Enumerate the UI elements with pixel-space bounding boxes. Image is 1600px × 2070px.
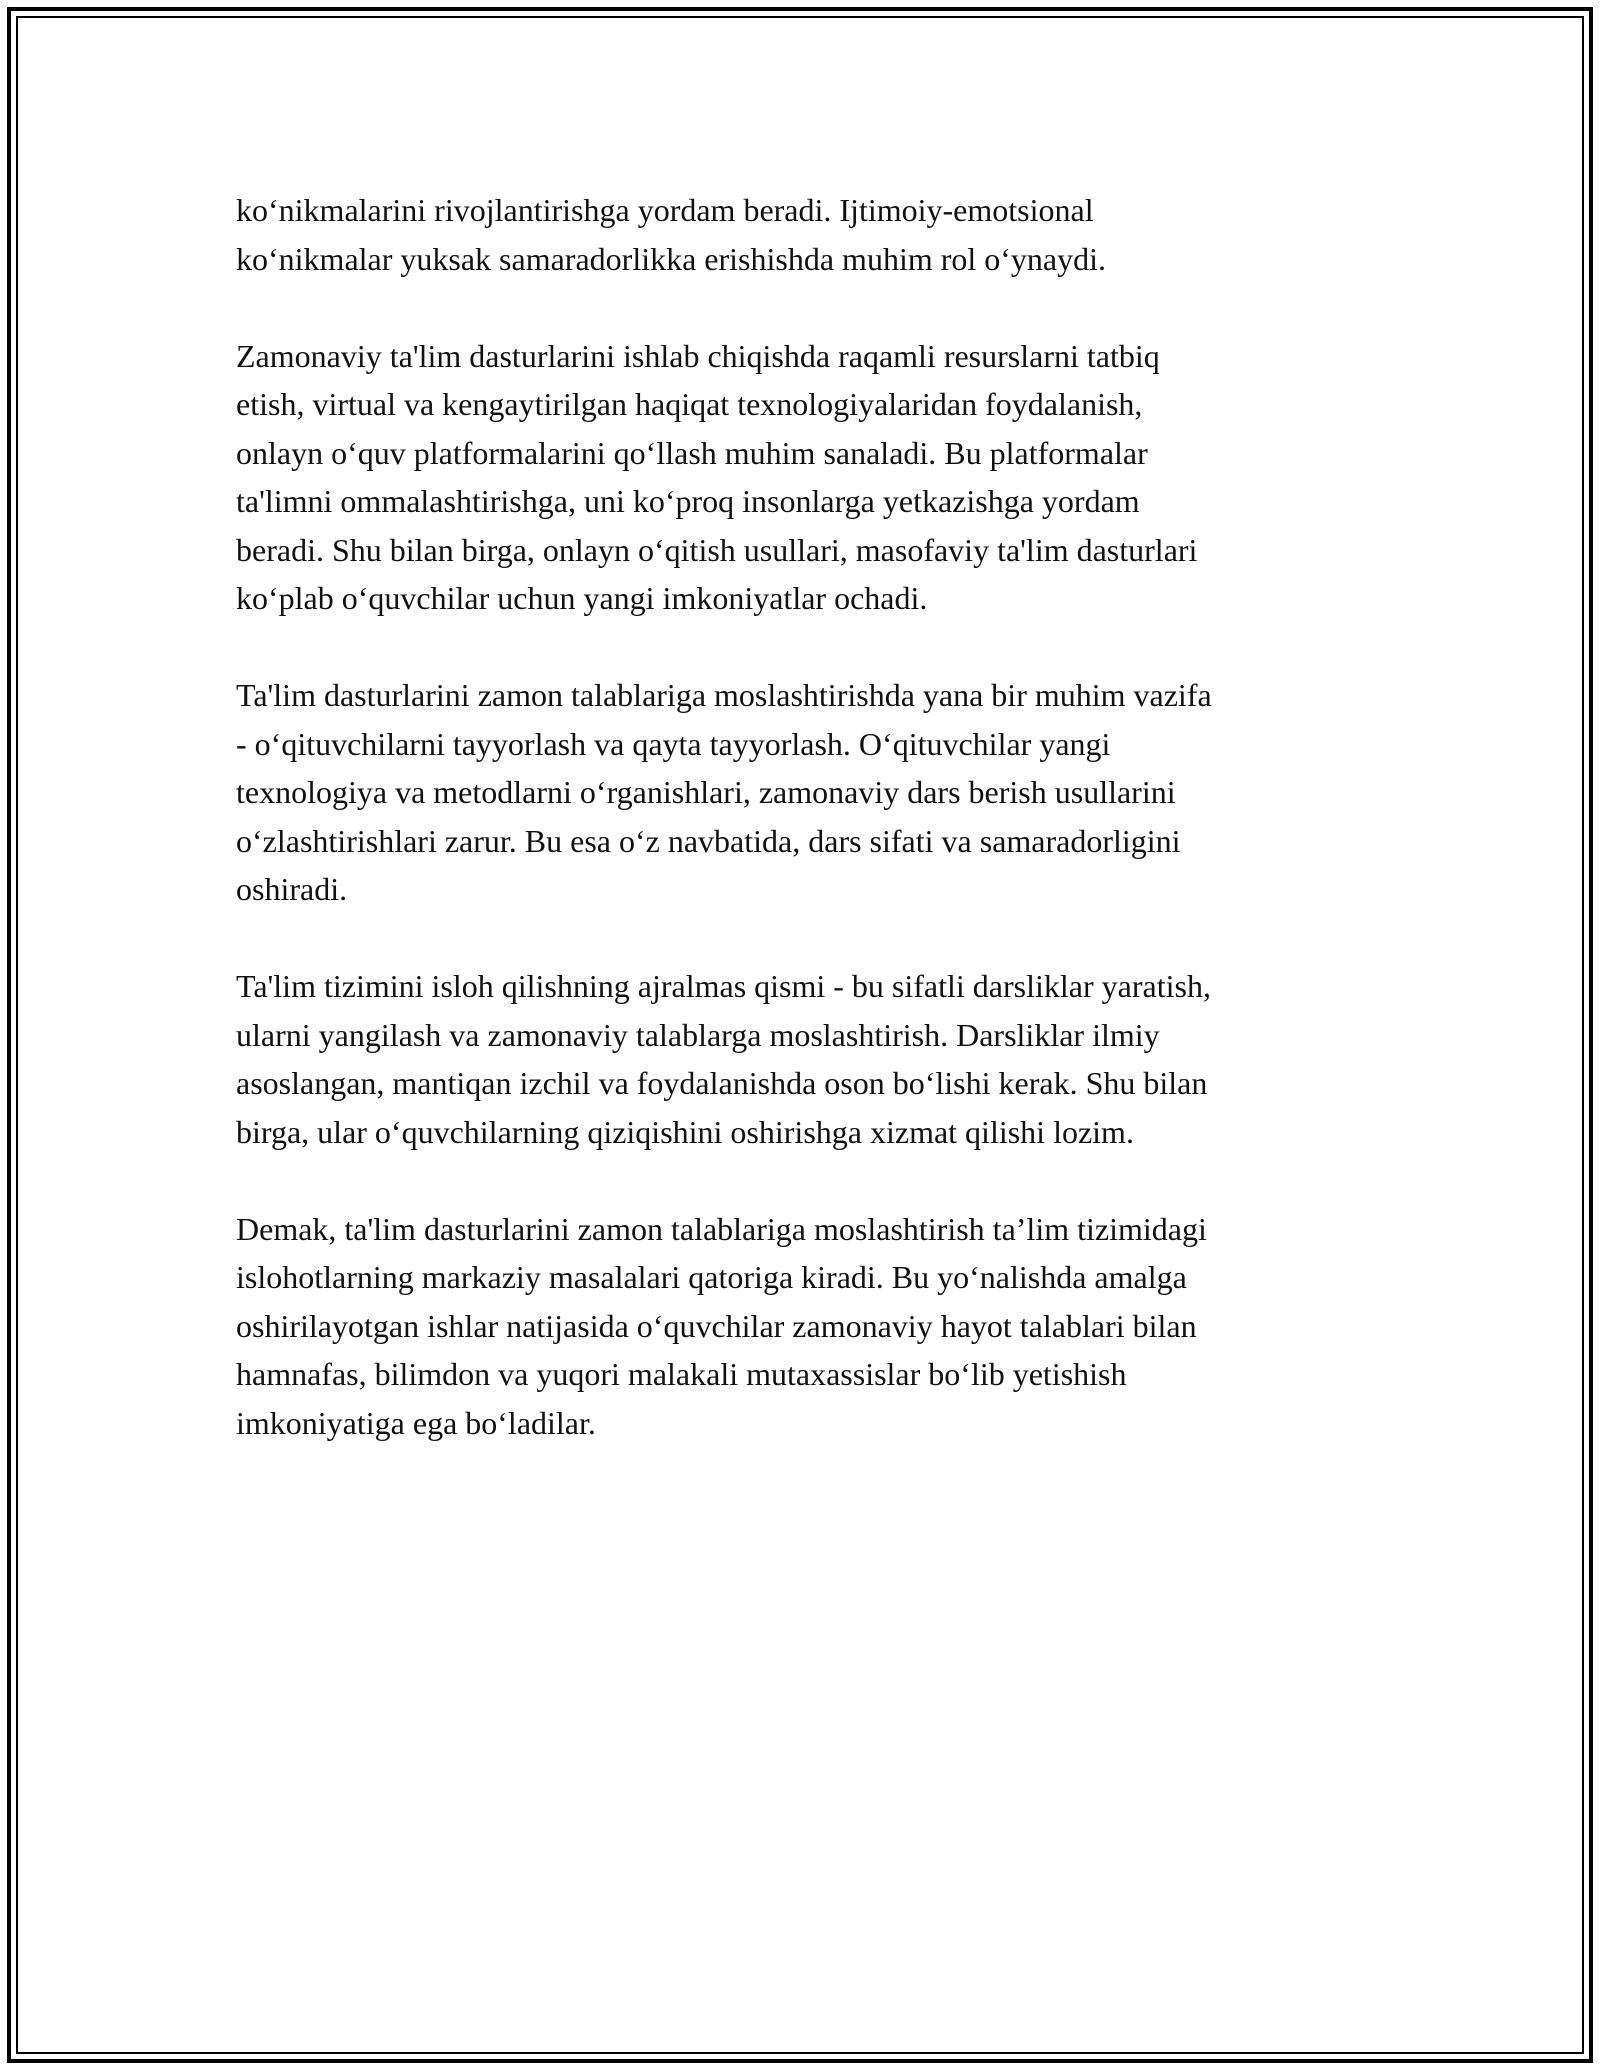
text-line: ularni yangilash va zamonaviy talablarga moslashtirish. Darsliklar ilmiy [236, 1016, 1160, 1053]
text-line: ko‘nikmalarini rivojlantirishga yordam beradi. Ijtimoiy-emotsional [236, 192, 1094, 228]
text-line: texnologiya va metodlarni o‘rganishlari, zamonaviy dars berish usullarini [236, 774, 1176, 810]
text-line: onlayn o‘quv platformalarini qo‘llash muhim sanaladi. Bu platformalar [236, 434, 1148, 471]
text-line: beradi. Shu bilan birga, onlayn o‘qitish usullari, masofaviy ta'lim dasturlari [236, 531, 1198, 568]
text-line: etish, virtual va kengaytirilgan haqiqat texnologiyalaridan foydalanish, [236, 386, 1143, 422]
text-line: islohotlarning markaziy masalalari qatoriga kiradi. Bu yo‘nalishda amalga [236, 1259, 1187, 1295]
text-line: ko‘plab o‘quvchilar uchun yangi imkoniyatlar ochadi. [236, 580, 928, 616]
text-line: - o‘qituvchilarni tayyorlash va qayta tayyorlash. O‘qituvchilar yangi [236, 725, 1111, 762]
text-line: Ta'lim dasturlarini zamon talablariga moslashtirishda yana bir muhim vazifa [236, 677, 1212, 713]
paragraph-5 [236, 1205, 1366, 1448]
text-line: hamnafas, bilimdon va yuqori malakali mutaxassislar bo‘lib yetishish [236, 1356, 1127, 1392]
text-line: oshirilayotgan ishlar natijasida o‘quvchilar zamonaviy hayot talablari bilan [236, 1307, 1197, 1344]
document-body [236, 186, 1366, 1496]
text-line: birga, ular o‘quvchilarning qiziqishini oshirishga xizmat qilishi lozim. [236, 1113, 1134, 1150]
text-line: ko‘nikmalar yuksak samaradorlikka erishishda muhim rol o‘ynaydi. [236, 240, 1107, 277]
text-line: Demak, ta'lim dasturlarini zamon talablariga moslashtirish ta’lim tizimidagi [236, 1210, 1207, 1247]
paragraph-4 [236, 962, 1366, 1156]
paragraph-1 [236, 186, 1366, 283]
text-line: oshiradi. [236, 871, 348, 907]
text-line: Ta'lim tizimini isloh qilishning ajralmas qismi - bu sifatli darsliklar yaratish, [236, 968, 1211, 1004]
paragraph-2 [236, 332, 1366, 623]
paragraph-3 [236, 671, 1366, 914]
text-line: ta'limni ommalashtirishga, uni ko‘proq insonlarga yetkazishga yordam [236, 483, 1140, 519]
text-line: Zamonaviy ta'lim dasturlarini ishlab chiqishda raqamli resurslarni tatbiq [236, 337, 1160, 374]
text-line: o‘zlashtirishlari zarur. Bu esa o‘z navbatida, dars sifati va samaradorligini [236, 822, 1181, 859]
text-line: asoslangan, mantiqan izchil va foydalanishda oson bo‘lishi kerak. Shu bilan [236, 1065, 1208, 1101]
text-line: imkoniyatiga ega bo‘ladilar. [236, 1404, 596, 1441]
